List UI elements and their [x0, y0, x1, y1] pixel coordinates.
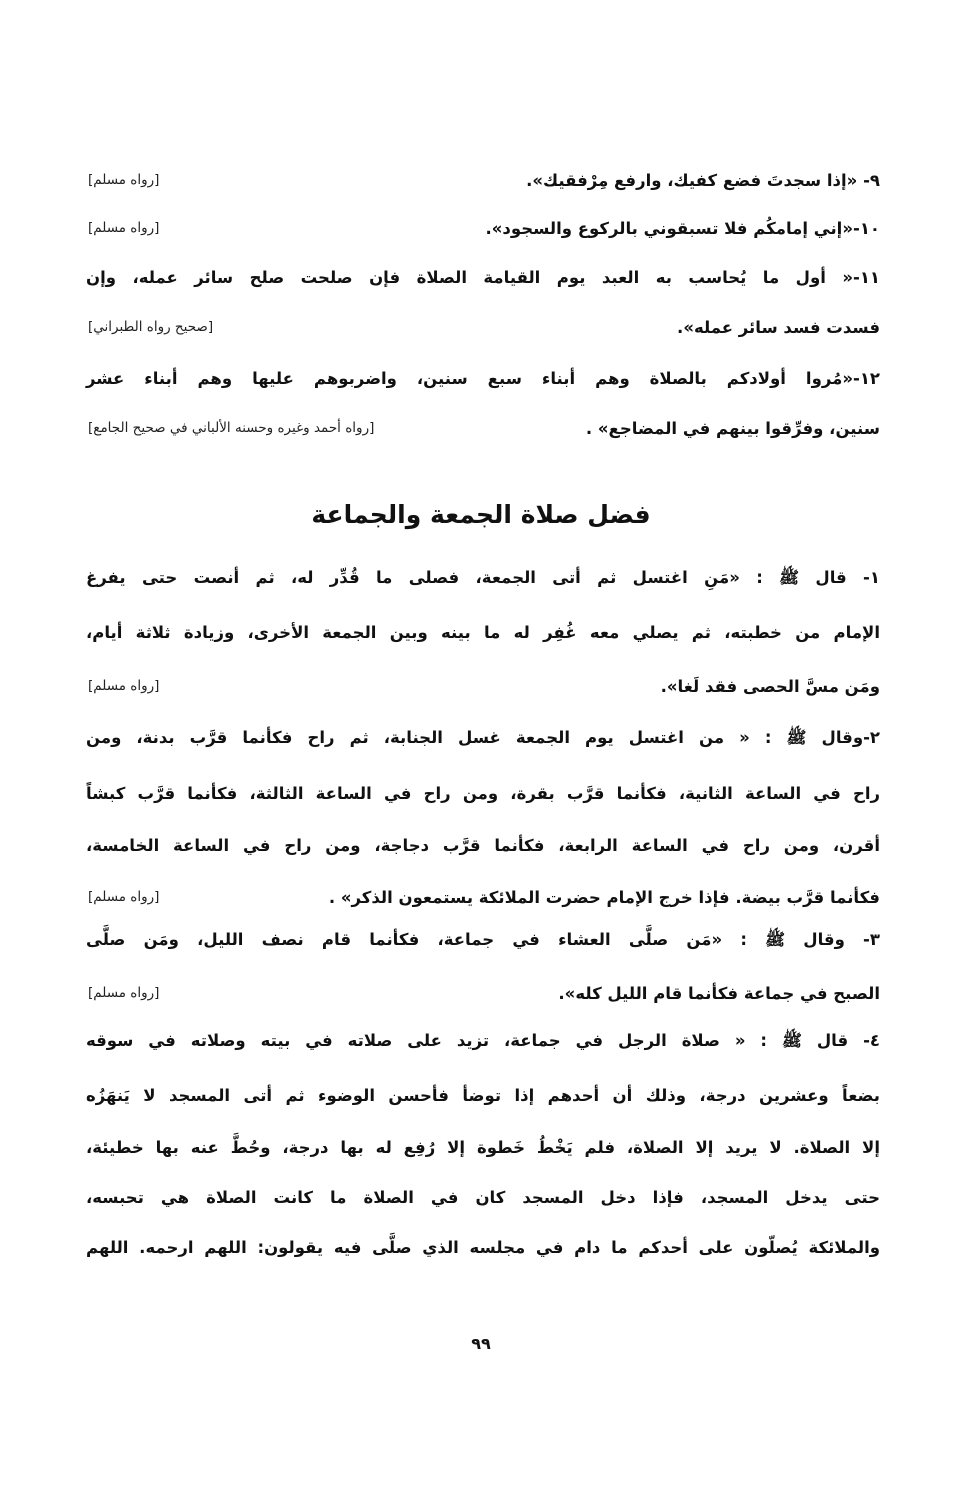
hadith-text: ٢-وقال ﷺ : « من اغتسل يوم الجمعة غسل الجنابة، ثم راح فكأنما قرَّب بدنة، ومن	[86, 728, 880, 747]
hadith-11-line-2	[86, 310, 880, 344]
hadith-2-line-3	[86, 828, 880, 862]
hadith-3-line-1	[86, 925, 880, 959]
hadith-4-line-1	[86, 1026, 880, 1060]
hadith-12-line-1	[86, 361, 880, 395]
citation: [رواه مسلم]	[88, 172, 160, 188]
hadith-11-line-1	[86, 260, 880, 294]
citation: [رواه أحمد وغيره وحسنه الألباني في صحيح الجامع]	[88, 420, 375, 436]
hadith-text: سنين، وفرِّقوا بينهم في المضاجع» .	[585, 418, 880, 438]
hadith-text: فكأنما قرَّب بيضة. فإذا خرج الإمام حضرت الملائكة يستمعون الذكر» .	[328, 887, 880, 907]
hadith-10	[86, 211, 880, 245]
hadith-4-line-3	[86, 1130, 880, 1164]
hadith-text: أقرن، ومن راح في الساعة الرابعة، فكأنما قرَّب دجاجة، ومن راح في الساعة الخامسة،	[86, 835, 880, 855]
hadith-text: حتى يدخل المسجد، فإذا دخل المسجد كان في الصلاة ما كانت الصلاة هي تحبسه،	[86, 1187, 880, 1207]
hadith-1-line-2	[86, 615, 880, 649]
hadith-text: بضعاً وعشرين درجة، وذلك أن أحدهم إذا توضأ فأحسن الوضوء ثم أتى المسجد لا يَنهَزُه	[86, 1085, 880, 1105]
citation: [رواه مسلم]	[88, 220, 160, 236]
hadith-text: الصبح في جماعة فكأنما قام الليل كله».	[558, 983, 880, 1003]
hadith-2-line-4	[86, 880, 880, 914]
hadith-text: إلا الصلاة. لا يريد إلا الصلاة، فلم يَخْطُ خَطوة إلا رُفِع له بها درجة، وحُطَّ عنه بها خطيئة،	[86, 1137, 880, 1157]
hadith-text: ١- قال ﷺ : «مَنِ اغتسل ثم أتى الجمعة، فصلى ما قُدِّر له، ثم أنصت حتى يفرغ	[86, 568, 880, 587]
hadith-text: والملائكة يُصلّون على أحدكم ما دام في مجلسه الذي صلَّى فيه يقولون: اللهم ارحمه. اللهم	[86, 1237, 880, 1257]
citation: [رواه مسلم]	[88, 985, 160, 1001]
hadith-text: ٩- «إذا سجدتَ فضع كفيك، وارفع مِرْفقيك».	[526, 170, 880, 190]
citation: [رواه مسلم]	[88, 678, 160, 694]
hadith-text: ومَن مسَّ الحصى فقد لَغا».	[660, 676, 880, 696]
hadith-text: ٤- قال ﷺ : « صلاة الرجل في جماعة، تزيد على صلاته في بيته وصلاته في سوقه	[86, 1031, 880, 1050]
hadith-1-line-3	[86, 669, 880, 703]
hadith-4-line-5	[86, 1230, 880, 1264]
hadith-4-line-2	[86, 1078, 880, 1112]
hadith-4-line-4	[86, 1180, 880, 1214]
hadith-text: راح في الساعة الثانية، فكأنما قرَّب بقرة، ومن راح في الساعة الثالثة، فكأنما قرَّب كبشاً	[86, 783, 880, 803]
page-number: ٩٩	[471, 1334, 491, 1353]
hadith-2-line-1	[86, 723, 880, 757]
section-title: فضل صلاة الجمعة والجماعة	[311, 500, 651, 529]
hadith-text: الإمام من خطبته، ثم يصلي معه غُفِر له ما بينه وبين الجمعة الأخرى، وزيادة ثلاثة أيام،	[86, 622, 880, 642]
hadith-9	[86, 163, 880, 197]
hadith-text: ١١-« أول ما يُحاسب به العبد يوم القيامة الصلاة فإن صلحت صلح سائر عمله، وإن	[86, 267, 880, 287]
hadith-1-line-1	[86, 563, 880, 597]
citation: [صحيح رواه الطبراني]	[88, 319, 214, 335]
hadith-text: ٣- وقال ﷺ : «مَن صلَّى العشاء في جماعة، فكأنما قام نصف الليل، ومَن صلَّى	[86, 930, 880, 949]
hadith-3-line-2	[86, 976, 880, 1010]
hadith-text: ١٢-«مُروا أولادكم بالصلاة وهم أبناء سبع سنين، واضربوهم عليها وهم أبناء عشر	[86, 368, 880, 388]
citation: [رواه مسلم]	[88, 889, 160, 905]
hadith-text: فسدت فسد سائر عمله».	[677, 317, 880, 337]
hadith-2-line-2	[86, 776, 880, 810]
hadith-text: ١٠-«إني إمامكُم فلا تسبقوني بالركوع والسجود».	[485, 218, 880, 238]
hadith-12-line-2	[86, 411, 880, 445]
